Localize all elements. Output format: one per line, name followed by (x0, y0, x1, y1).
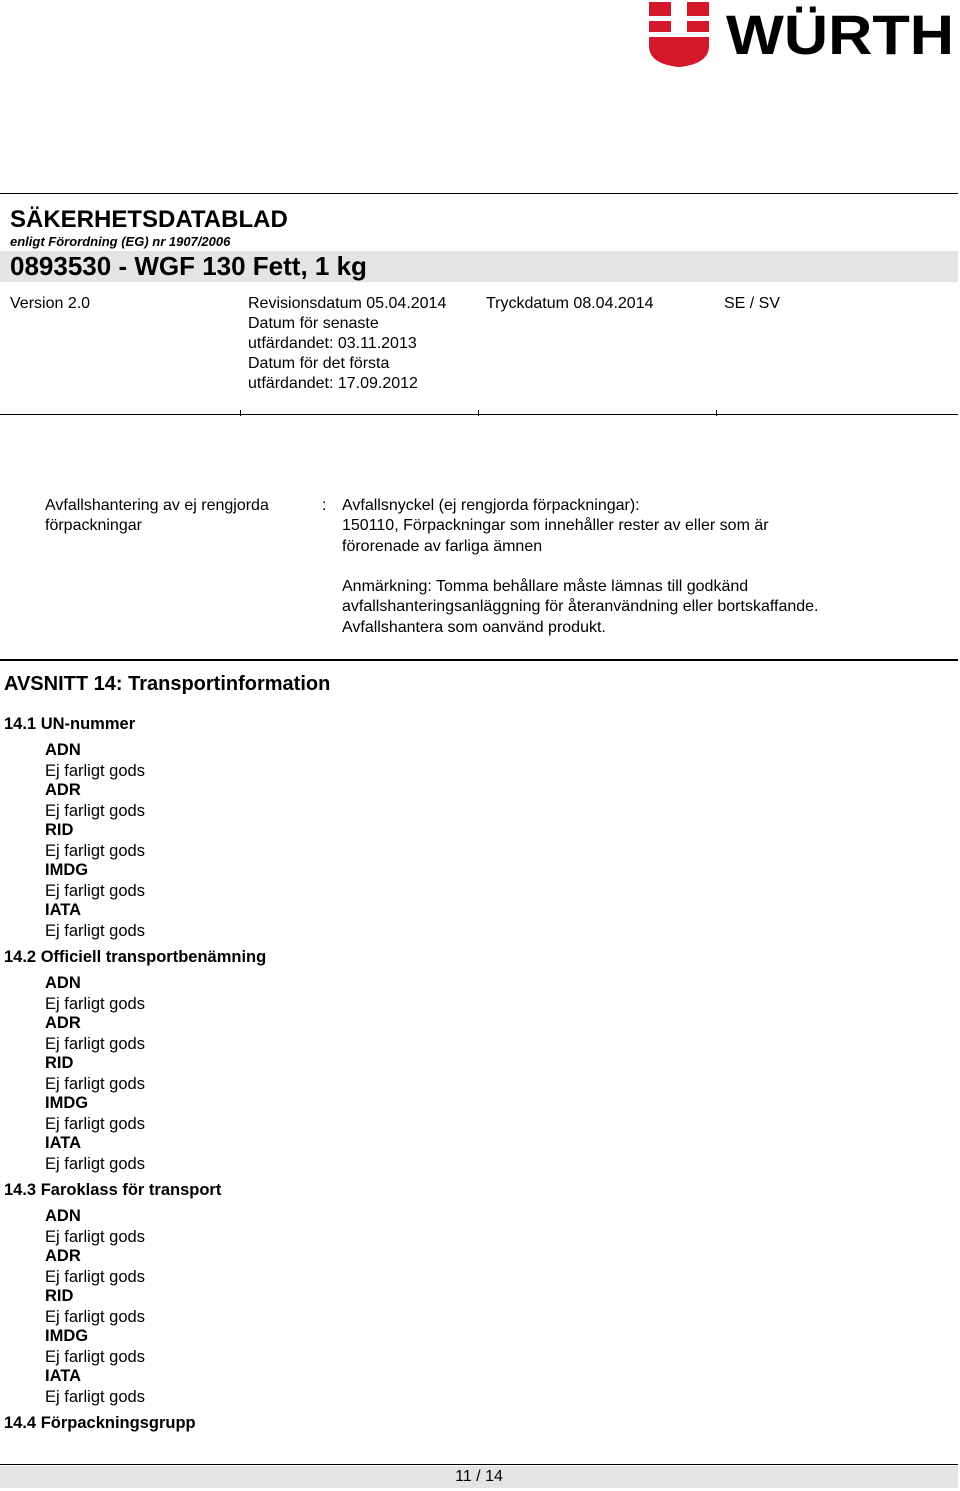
transport-mode: ADN (45, 974, 81, 992)
column-tick (240, 410, 241, 416)
disposal-value: Avfallsnyckel (ej rengjorda förpackningar): 150110, Förpackningar som innehåller rester av eller som är förorenade av farliga ämnen (342, 497, 769, 555)
transport-value: Ej farligt gods (45, 1075, 145, 1093)
revision-line: utfärdandet: 17.09.2012 (248, 375, 418, 392)
transport-mode: IATA (45, 901, 82, 919)
transport-mode: IATA (45, 1367, 82, 1385)
subsection-title: 14.4 Förpackningsgrupp (4, 1414, 196, 1432)
header-rule (0, 193, 958, 194)
disposal-remark: Anmärkning: Tomma behållare måste lämnas till godkänd avfallshanteringsanläggning för återanvändning eller bortskaffande. Avfallshantera som oanvänd produkt. (342, 578, 819, 636)
revision-line: Datum för det första (248, 355, 390, 372)
version: Version 2.0 (10, 295, 91, 312)
transport-value: Ej farligt gods (45, 1035, 145, 1053)
transport-value: Ej farligt gods (45, 1228, 145, 1246)
transport-mode: IMDG (45, 861, 89, 879)
transport-mode: IMDG (45, 1327, 89, 1345)
page-number: 11 / 14 (455, 1468, 503, 1485)
transport-value: Ej farligt gods (45, 1155, 145, 1173)
subsection-title: 14.1 UN-nummer (4, 715, 136, 733)
transport-value: Ej farligt gods (45, 922, 145, 940)
transport-value: Ej farligt gods (45, 1348, 145, 1366)
transport-mode: RID (45, 1287, 74, 1305)
product-name: 0893530 - WGF 130 Fett, 1 kg (10, 251, 367, 281)
transport-value: Ej farligt gods (45, 882, 145, 900)
column-tick (478, 410, 479, 416)
transport-mode: ADN (45, 741, 81, 759)
transport-mode: ADR (45, 1014, 81, 1032)
transport-mode: ADN (45, 1207, 81, 1225)
transport-mode: RID (45, 1054, 74, 1072)
transport-mode: IMDG (45, 1094, 89, 1112)
disposal-colon: : (322, 497, 327, 514)
document-subtitle: enligt Förordning (EG) nr 1907/2006 (10, 234, 231, 249)
transport-value: Ej farligt gods (45, 995, 145, 1013)
transport-mode: ADR (45, 781, 81, 799)
revision-line: Revisionsdatum 05.04.2014 (248, 295, 447, 312)
svg-text:WÜRTH: WÜRTH (726, 3, 954, 66)
transport-value: Ej farligt gods (45, 1115, 145, 1133)
transport-value: Ej farligt gods (45, 1388, 145, 1406)
transport-mode: RID (45, 821, 74, 839)
transport-value: Ej farligt gods (45, 802, 145, 820)
transport-mode: ADR (45, 1247, 81, 1265)
wurth-logo (648, 2, 958, 68)
header-bottom-rule (0, 414, 958, 415)
transport-value: Ej farligt gods (45, 762, 145, 780)
transport-value: Ej farligt gods (45, 842, 145, 860)
print-date: Tryckdatum 08.04.2014 (486, 295, 654, 312)
disposal-label: Avfallshantering av ej rengjorda förpackningar (45, 497, 269, 535)
transport-value: Ej farligt gods (45, 1308, 145, 1326)
language: SE / SV (724, 295, 781, 312)
column-tick (716, 410, 717, 416)
revision-dates (248, 294, 446, 394)
subsection-title: 14.3 Faroklass för transport (4, 1181, 222, 1199)
revision-line: utfärdandet: 03.11.2013 (248, 335, 417, 352)
section-title: AVSNITT 14: Transportinformation (4, 673, 331, 695)
subsection-title: 14.2 Officiell transportbenämning (4, 948, 267, 966)
transport-mode: IATA (45, 1134, 82, 1152)
footer-rule (0, 1464, 958, 1465)
section-rule (0, 659, 958, 661)
revision-line: Datum för senaste (248, 315, 379, 332)
document-title: SÄKERHETSDATABLAD (10, 206, 288, 233)
transport-value: Ej farligt gods (45, 1268, 145, 1286)
